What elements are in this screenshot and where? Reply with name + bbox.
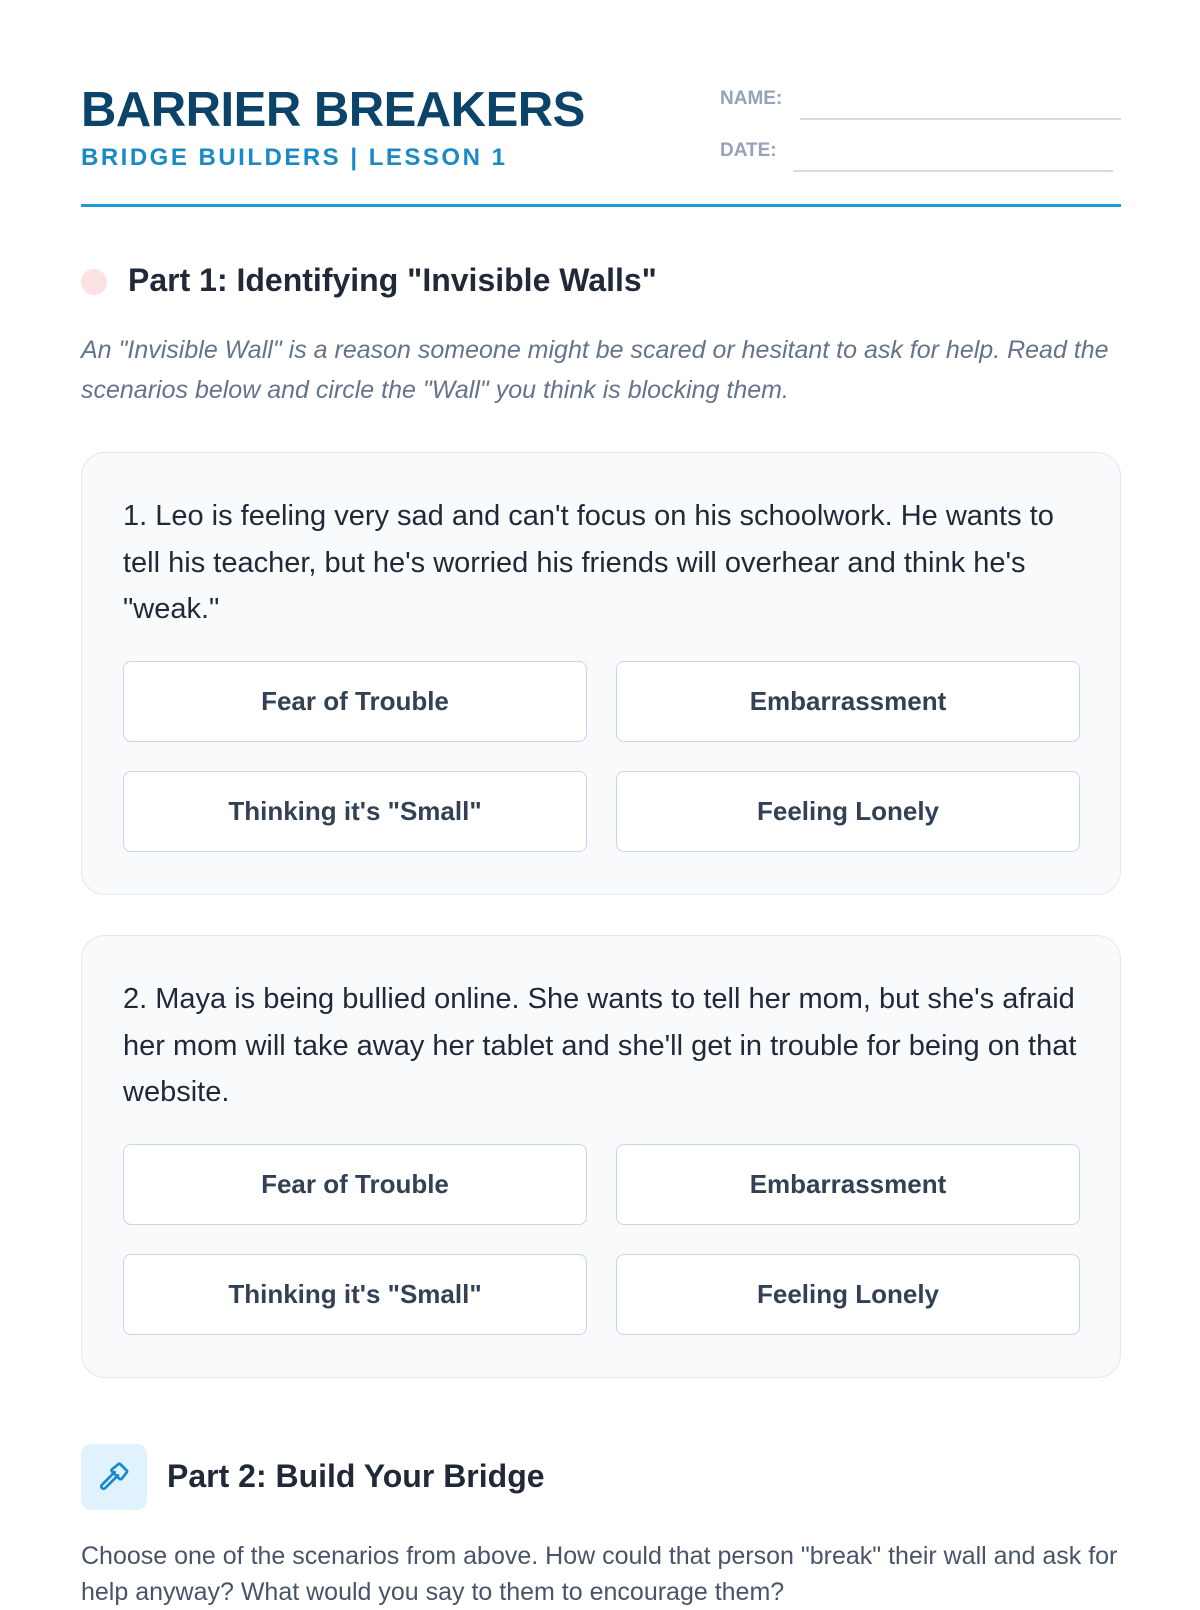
option-thinking-small[interactable]: Thinking it's "Small" [123, 771, 587, 852]
option-embarrassment[interactable]: Embarrassment [616, 661, 1080, 742]
worksheet-subtitle: BRIDGE BUILDERS | LESSON 1 [81, 144, 508, 171]
option-feeling-lonely[interactable]: Feeling Lonely [616, 1254, 1080, 1335]
part1-dot-icon [81, 269, 107, 295]
worksheet-header [81, 80, 1121, 207]
part1-heading: Part 1: Identifying "Invisible Walls" [128, 262, 657, 298]
option-feeling-lonely[interactable]: Feeling Lonely [616, 771, 1080, 852]
option-fear-of-trouble[interactable]: Fear of Trouble [123, 1144, 587, 1225]
scenario-card [81, 935, 1121, 1378]
scenario-card [81, 452, 1121, 895]
scenario-text: 2. Maya is being bullied online. She wants to tell her mom, but she's afraid her mom will take away her tablet and she'll get in trouble for being on that website. [123, 983, 1077, 1108]
name-field[interactable] [800, 118, 1121, 120]
date-label: DATE: [720, 140, 777, 161]
scenario-text: 1. Leo is feeling very sad and can't focus on his schoolwork. He wants to tell his teacher, but he's worried his friends will overhear and think he's "weak." [123, 500, 1054, 625]
option-embarrassment[interactable]: Embarrassment [616, 1144, 1080, 1225]
date-field[interactable] [793, 170, 1113, 172]
option-thinking-small[interactable]: Thinking it's "Small" [123, 1254, 587, 1335]
part2-instructions: Choose one of the scenarios from above. How could that person "break" their wall and ask for help anyway? What would you say to them to encourage them? [81, 1542, 1118, 1606]
worksheet-title: BARRIER BREAKERS [81, 83, 585, 137]
option-fear-of-trouble[interactable]: Fear of Trouble [123, 661, 587, 742]
name-label: NAME: [720, 88, 783, 109]
part2-heading: Part 2: Build Your Bridge [167, 1458, 545, 1494]
part1-intro: An "Invisible Wall" is a reason someone might be scared or hesitant to ask for help. Read the scenarios below and circle the "Wall" you think is blocking them. [81, 336, 1109, 404]
hammer-icon [81, 1444, 147, 1510]
